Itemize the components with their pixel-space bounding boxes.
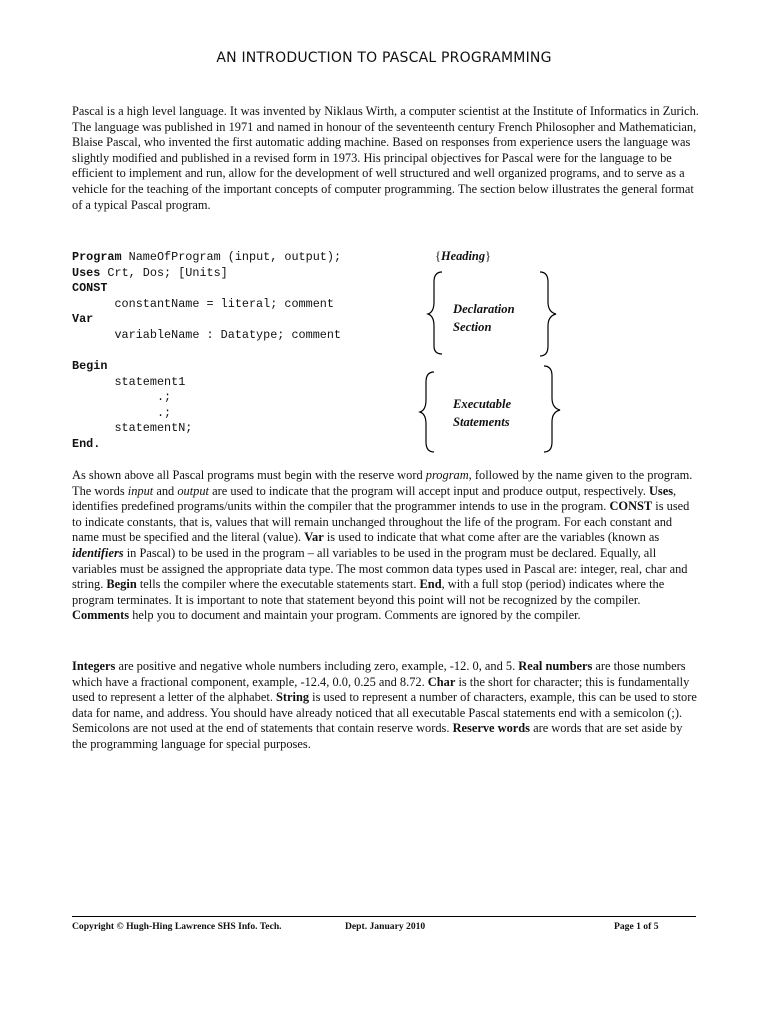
code-text: .; <box>72 405 172 420</box>
code-line <box>72 281 341 297</box>
intro-paragraph: Pascal is a high level language. It was invented by Niklaus Wirth, a computer scientist at the Institute of Informatics in Zurich. The language was published in 1971 and named in honour of the seventeenth century French Philosopher and Mathematician, Blaise Pascal, who invented the first automatic adding machine. Based on responses from experience users the language was slightly modified and published in a revised form in 1973. His principal objectives for Pascal were for the language to be efficient to implement and run, allow for the development of well structured and well organized programs, and to serve as a vehicle for the teaching of the important concepts of computer programming. The section below illustrates the general format of a typical Pascal program. <box>72 104 699 212</box>
footer-rule <box>72 916 696 917</box>
emphasized-term: String <box>276 690 310 705</box>
text-run: are those numbers which have a fractional component, example, -12.4, 0.0, 0.25 and 8.72. <box>72 659 686 689</box>
footer-page-number: Page 1 of 5 <box>614 921 659 932</box>
code-line <box>72 250 341 266</box>
code-text: Crt, Dos; [Units] <box>100 265 228 280</box>
code-text: NameOfProgram (input, output); <box>121 250 342 264</box>
code-text: constantName = literal; comment <box>72 296 334 311</box>
footer-dept-date: Dept. January 2010 <box>345 921 426 932</box>
emphasized-term: Integers <box>72 659 116 673</box>
text-run: is used to indicate constants, that is, values that will remain unchanged throughout the life of the program. For each constant and name must be specified and the literal (value). <box>72 499 690 545</box>
emphasized-term: Comments <box>72 608 130 623</box>
emphasized-term: input <box>127 483 154 498</box>
text-run: are used to indicate that the program will accept input and produce output, respectively. <box>209 483 649 498</box>
emphasized-term: Reserve words <box>452 721 530 736</box>
code-keyword: Begin <box>72 359 108 373</box>
text-run: is used to indicate that what come after are the variables (known as <box>323 530 660 545</box>
explanation-paragraph <box>72 468 700 624</box>
emphasized-term: Real numbers <box>518 659 593 673</box>
text-run: help you to document and maintain your program. Comments are ignored by the compiler. <box>129 608 581 623</box>
text-run: , identifies predefined programs/units within the compiler that the programmer intends to use in the program. <box>72 483 677 514</box>
code-keyword: CONST <box>72 281 108 295</box>
heading-annotation <box>435 249 491 264</box>
emphasized-term: Uses <box>648 483 674 498</box>
text-run: are words that are set aside by the programming language for special purposes. <box>72 721 683 751</box>
code-text: statementN; <box>72 421 193 435</box>
heading-word: Heading <box>440 249 486 263</box>
executable-label-line-1: Executable <box>453 397 512 411</box>
code-declaration-block <box>72 250 341 343</box>
declaration-section-label <box>453 300 515 336</box>
code-line <box>72 437 192 453</box>
text-run: As shown above all Pascal programs must begin with the reserve word <box>72 468 426 482</box>
text-run: , followed by the name given to the program. The words <box>72 468 693 498</box>
emphasized-term: CONST <box>609 499 653 514</box>
heading-open-brace: { <box>435 249 441 263</box>
code-executable-block <box>72 359 192 452</box>
code-text: statement1 <box>72 374 186 389</box>
code-keyword: End. <box>72 436 101 451</box>
text-run: is used to represent a number of characters, example, this can be used to store data for name, and address. You should have already noticed that all executable Pascal statements end with a semicolon (;). Semicolons are not used at the end of statements that contain reserve words. <box>72 690 697 736</box>
code-keyword: Program <box>72 250 122 264</box>
emphasized-term: End <box>419 577 442 592</box>
executable-statements-label <box>453 395 511 431</box>
executable-left-brace <box>420 372 434 452</box>
code-keyword: Var <box>72 312 94 326</box>
emphasized-term: Begin <box>106 577 137 592</box>
text-run: in Pascal) to be used in the program – all variables to be used in the program must be declared. Equally, all variables must be assigned the appropriate data type. The most common data types used in Pascal are: integer, real, char and string. <box>72 545 688 592</box>
code-line <box>72 375 192 391</box>
emphasized-term: identifiers <box>72 545 124 560</box>
heading-close-brace: } <box>485 249 491 263</box>
code-text: variableName : Datatype; comment <box>72 327 342 342</box>
code-text: .; <box>72 390 172 404</box>
text-run: , with a full stop (period) indicates where the program terminates. It is important to note that statement beyond this point will not be recognized by the compiler. <box>72 577 665 607</box>
code-line <box>72 297 341 313</box>
code-line <box>72 266 341 282</box>
declaration-left-brace <box>428 272 442 354</box>
code-line <box>72 390 192 406</box>
code-line <box>72 421 192 437</box>
emphasized-term: Var <box>304 530 324 545</box>
text-run: and <box>153 483 178 498</box>
code-line <box>72 406 192 422</box>
executable-right-brace <box>544 366 560 452</box>
code-line <box>72 312 341 328</box>
emphasized-term: program <box>425 468 469 482</box>
emphasized-term: output <box>177 483 209 498</box>
text-run: are positive and negative whole numbers including zero, example, -12. 0, and 5. <box>115 659 519 673</box>
datatypes-paragraph <box>72 659 700 753</box>
code-line <box>72 359 192 375</box>
executable-label-line-2: Statements <box>453 415 510 429</box>
declaration-label-line-2: Section <box>453 320 492 334</box>
declaration-right-brace <box>540 272 556 356</box>
document-title: AN INTRODUCTION TO PASCAL PROGRAMMING <box>216 50 552 66</box>
footer-copyright: Copyright © Hugh-Hing Lawrence SHS Info. Tech. <box>72 921 282 932</box>
declaration-label-line-1: Declaration <box>453 302 515 316</box>
code-line <box>72 328 341 344</box>
code-keyword: Uses <box>72 265 101 280</box>
text-run: tells the compiler where the executable statements start. <box>136 577 420 592</box>
text-run: is the short for character; this is fundamentally used to represent a letter of the alphabet. <box>72 674 690 705</box>
emphasized-term: Char <box>427 674 456 689</box>
